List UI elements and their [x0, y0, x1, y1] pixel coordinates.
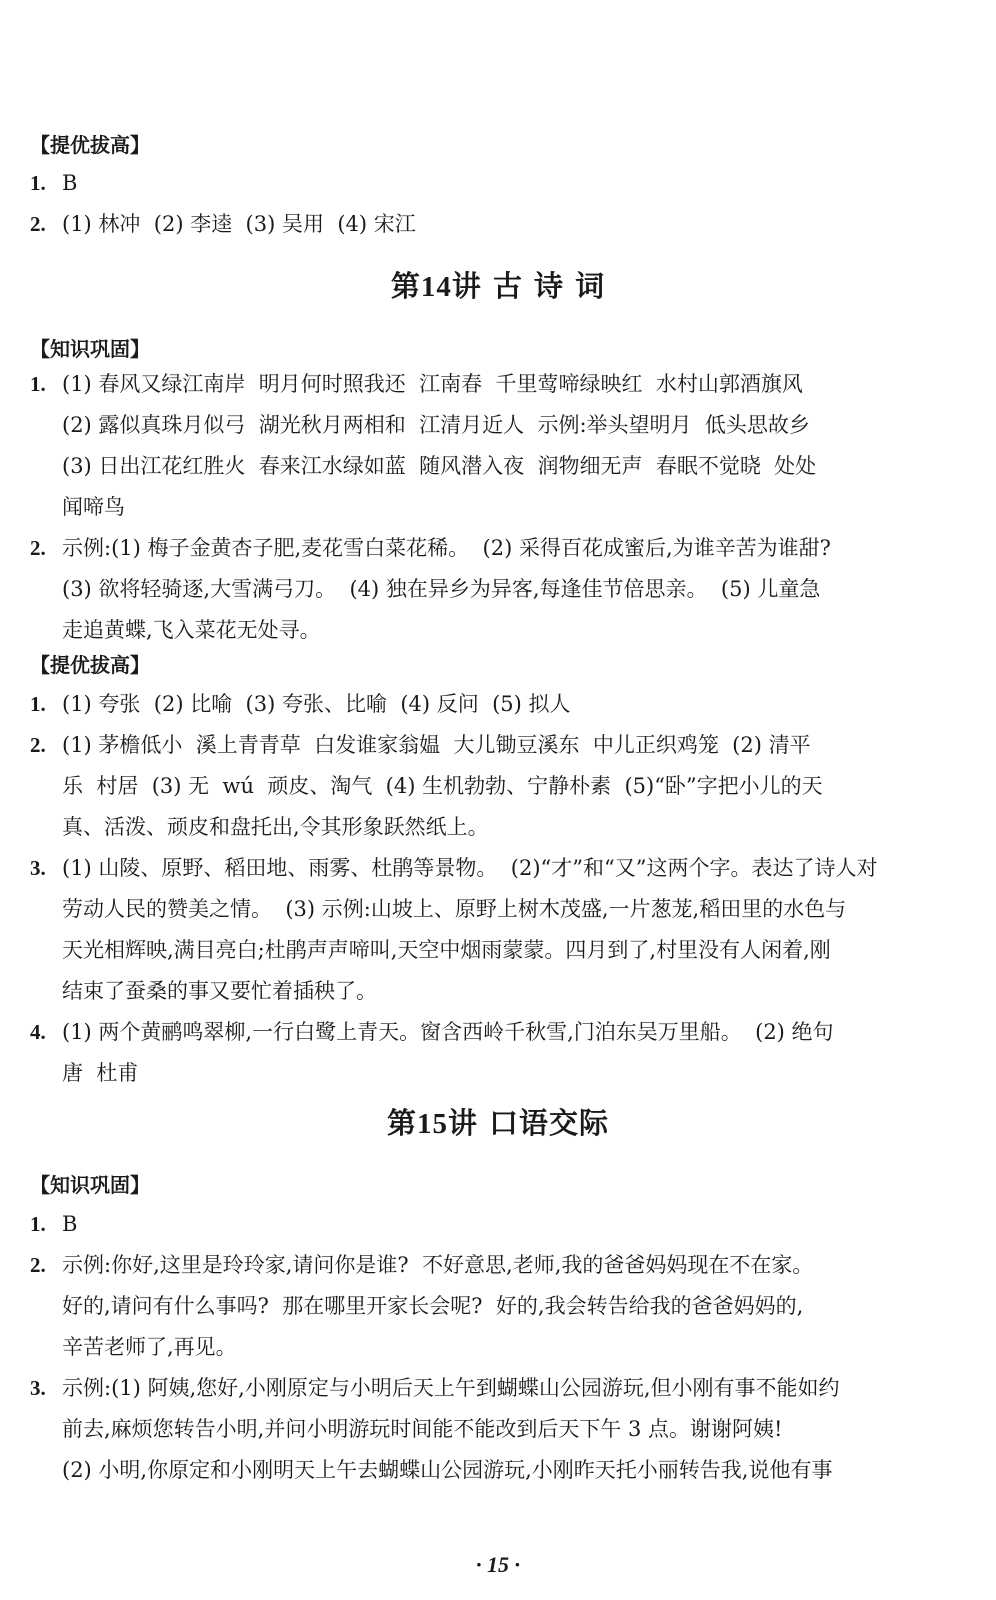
answer-line: (3) 欲将轻骑逐,大雪满弓刀。 (4) 独在异乡为异客,每逢佳节倍思亲。 (5) 儿童急: [62, 577, 821, 601]
answer-line: 1. B: [30, 1204, 980, 1245]
lecture-15-consolidate-answers: [30, 1204, 980, 1491]
lecture-14-improve-answers: [30, 684, 980, 1094]
lecture-15-title: 第15讲 口语交际: [386, 1106, 610, 1140]
answer-line: 1. B: [30, 163, 980, 204]
answer-line: 唐 杜甫: [62, 1061, 139, 1085]
section-heading-consolidate-14: 【知识巩固】: [30, 337, 150, 361]
question-number: 4.: [30, 1020, 46, 1044]
answer-line: 4. (1) 两个黄鹂鸣翠柳,一行白鹭上青天。窗含西岭千秋雪,门泊东吴万里船。 (2) 绝句: [30, 1012, 980, 1053]
answer-line: 2. (1) 林冲 (2) 李逵 (3) 吴用 (4) 宋江: [30, 204, 980, 245]
question-number: 2.: [30, 1253, 46, 1277]
answer-line: 3. 示例:(1) 阿姨,您好,小刚原定与小明后天上午到蝴蝶山公园游玩,但小刚有事不能如约: [30, 1368, 980, 1409]
section-heading-consolidate-15: 【知识巩固】: [30, 1173, 150, 1197]
answer-line: 2. 示例:你好,这里是玲玲家,请问你是谁? 不好意思,老师,我的爸爸妈妈现在不在家。: [30, 1245, 980, 1286]
answer-line: 辛苦老师了,再见。: [62, 1335, 237, 1359]
answer-line: (3) 日出江花红胜火 春来江水绿如蓝 随风潜入夜 润物细无声 春眠不觉晓 处处: [62, 454, 817, 478]
top-improve-answers: [30, 163, 980, 245]
answer-line: 好的,请问有什么事吗? 那在哪里开家长会呢? 好的,我会转告给我的爸爸妈妈的,: [62, 1294, 804, 1318]
answer-line: (2) 小明,你原定和小刚明天上午去蝴蝶山公园游玩,小刚昨天托小丽转告我,说他有事: [62, 1458, 833, 1482]
answer-line: 1. (1) 夸张 (2) 比喻 (3) 夸张、比喻 (4) 反问 (5) 拟人: [30, 684, 980, 725]
answer-line: 乐 村居 (3) 无 wú 顽皮、淘气 (4) 生机勃勃、宁静朴素 (5)“卧”字把小儿的天: [62, 774, 823, 798]
question-number: 1.: [30, 171, 46, 195]
answer-line: 天光相辉映,满目亮白;杜鹃声声啼叫,天空中烟雨蒙蒙。四月到了,村里没有人闲着,刚: [62, 938, 831, 962]
question-number: 2.: [30, 733, 46, 757]
page-number: · 15 ·: [476, 1552, 520, 1577]
answer-line: 结束了蚕桑的事又要忙着插秧了。: [62, 979, 377, 1003]
answer-line: 2. 示例:(1) 梅子金黄杏子肥,麦花雪白菜花稀。 (2) 采得百花成蜜后,为谁辛苦为谁甜?: [30, 528, 980, 569]
answer-line: 前去,麻烦您转告小明,并问小明游玩时间能不能改到后天下午 3 点。谢谢阿姨!: [62, 1417, 783, 1441]
question-number: 1.: [30, 372, 46, 396]
question-number: 2.: [30, 536, 46, 560]
answer-line: 走追黄蝶,飞入菜花无处寻。: [62, 618, 321, 642]
lecture-14-title: 第14讲 古 诗 词: [390, 269, 606, 303]
question-number: 3.: [30, 856, 46, 880]
question-number: 1.: [30, 692, 46, 716]
answer-line: 劳动人民的赞美之情。 (3) 示例:山坡上、原野上树木茂盛,一片葱茏,稻田里的水色与: [62, 897, 847, 921]
answer-line: 闻啼鸟: [62, 495, 125, 519]
lecture-14-consolidate-answers: [30, 364, 980, 651]
question-number: 1.: [30, 1212, 46, 1236]
answer-line: 2. (1) 茅檐低小 溪上青青草 白发谁家翁媪 大儿锄豆溪东 中儿正织鸡笼 (2) 清平: [30, 725, 980, 766]
question-number: 3.: [30, 1376, 46, 1400]
answer-line: 1. (1) 春风又绿江南岸 明月何时照我还 江南春 千里莺啼绿映红 水村山郭酒旗风: [30, 364, 980, 405]
answer-line: (2) 露似真珠月似弓 湖光秋月两相和 江清月近人 示例:举头望明月 低头思故乡: [62, 413, 810, 437]
question-number: 2.: [30, 212, 46, 236]
section-heading-improve-14: 【提优拔高】: [30, 653, 150, 677]
answer-line: 3. (1) 山陵、原野、稻田地、雨雾、杜鹃等景物。 (2)“才”和“又”这两个字。表达了诗人对: [30, 848, 980, 889]
answer-line: 真、活泼、顽皮和盘托出,令其形象跃然纸上。: [62, 815, 489, 839]
section-heading-improve-top: 【提优拔高】: [30, 133, 150, 157]
